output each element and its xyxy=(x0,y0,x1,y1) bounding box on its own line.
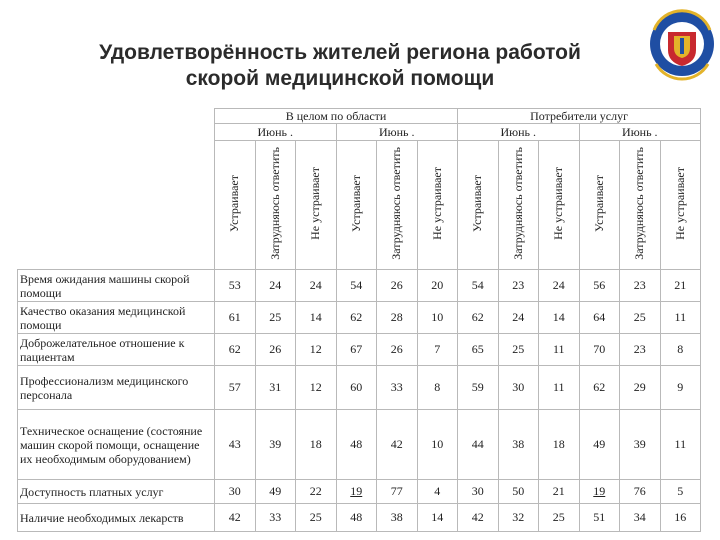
value-cell: 11 xyxy=(660,410,701,480)
value-cell: 49 xyxy=(579,410,620,480)
column-header-label: Затрудняюсь ответить xyxy=(510,146,525,260)
value-cell: 19 xyxy=(336,480,377,504)
satisfaction-table xyxy=(17,108,701,532)
value-cell: 39 xyxy=(255,410,296,480)
table-row xyxy=(18,504,701,532)
value-cell: 64 xyxy=(579,302,620,334)
value-cell: 42 xyxy=(377,410,418,480)
period-header: Июнь . xyxy=(336,124,458,141)
row-label: Время ожидания машины скорой помощи xyxy=(18,270,215,302)
row-label: Доступность платных услуг xyxy=(18,480,215,504)
column-header xyxy=(417,141,458,270)
value-cell: 5 xyxy=(660,480,701,504)
value-cell: 33 xyxy=(377,366,418,410)
value-cell: 9 xyxy=(660,366,701,410)
table-row xyxy=(18,480,701,504)
value-cell: 23 xyxy=(620,270,661,302)
row-label: Профессионализм медицинского персонала xyxy=(18,366,215,410)
group-header-consumers: Потребители услуг xyxy=(458,109,701,124)
value-cell: 42 xyxy=(458,504,499,532)
value-cell: 28 xyxy=(377,302,418,334)
public-chamber-emblem-icon xyxy=(648,6,720,86)
value-cell: 30 xyxy=(458,480,499,504)
value-cell: 38 xyxy=(377,504,418,532)
column-header xyxy=(336,141,377,270)
column-header xyxy=(458,141,499,270)
value-cell: 24 xyxy=(255,270,296,302)
column-header-label: Устраивает xyxy=(348,174,363,232)
value-cell: 62 xyxy=(458,302,499,334)
column-header xyxy=(579,141,620,270)
value-cell: 10 xyxy=(417,302,458,334)
column-header xyxy=(498,141,539,270)
value-cell: 51 xyxy=(579,504,620,532)
row-label: Качество оказания медицинской помощи xyxy=(18,302,215,334)
value-cell: 25 xyxy=(620,302,661,334)
period-header: Июнь . xyxy=(579,124,701,141)
value-cell: 57 xyxy=(215,366,256,410)
value-cell: 4 xyxy=(417,480,458,504)
column-header-label: Не устраивает xyxy=(551,166,566,240)
value-cell: 43 xyxy=(215,410,256,480)
value-cell: 21 xyxy=(660,270,701,302)
value-cell: 12 xyxy=(296,366,337,410)
value-cell: 14 xyxy=(417,504,458,532)
column-header-label: Не устраивает xyxy=(308,166,323,240)
value-cell: 26 xyxy=(377,334,418,366)
value-cell: 59 xyxy=(458,366,499,410)
value-cell: 8 xyxy=(660,334,701,366)
value-cell: 25 xyxy=(255,302,296,334)
value-cell: 7 xyxy=(417,334,458,366)
value-cell: 56 xyxy=(579,270,620,302)
value-cell: 18 xyxy=(296,410,337,480)
group-header-region: В целом по области xyxy=(215,109,458,124)
column-header-label: Затрудняюсь ответить xyxy=(267,146,282,260)
value-cell: 11 xyxy=(539,366,580,410)
column-header xyxy=(377,141,418,270)
row-label: Техническое оснащение (состояние машин скорой помощи, оснащение их необходимым оборудованием) xyxy=(18,410,215,480)
value-cell: 24 xyxy=(498,302,539,334)
value-cell: 53 xyxy=(215,270,256,302)
table-row xyxy=(18,270,701,302)
value-cell: 24 xyxy=(296,270,337,302)
period-header: Июнь . xyxy=(215,124,337,141)
table-row xyxy=(18,334,701,366)
value-cell: 70 xyxy=(579,334,620,366)
value-cell: 50 xyxy=(498,480,539,504)
value-cell: 11 xyxy=(539,334,580,366)
value-cell: 23 xyxy=(620,334,661,366)
value-cell: 10 xyxy=(417,410,458,480)
value-cell: 61 xyxy=(215,302,256,334)
value-cell: 39 xyxy=(620,410,661,480)
value-cell: 77 xyxy=(377,480,418,504)
column-header-label: Устраивает xyxy=(591,174,606,232)
column-header xyxy=(660,141,701,270)
value-cell: 62 xyxy=(336,302,377,334)
value-cell: 20 xyxy=(417,270,458,302)
value-cell: 22 xyxy=(296,480,337,504)
value-cell: 8 xyxy=(417,366,458,410)
column-header xyxy=(539,141,580,270)
value-cell: 62 xyxy=(579,366,620,410)
value-cell: 31 xyxy=(255,366,296,410)
value-cell: 33 xyxy=(255,504,296,532)
period-header: Июнь . xyxy=(458,124,580,141)
value-cell: 34 xyxy=(620,504,661,532)
column-header-label: Не устраивает xyxy=(672,166,687,240)
value-cell: 62 xyxy=(215,334,256,366)
value-cell: 44 xyxy=(458,410,499,480)
page-title: Удовлетворённость жителей региона работой скорой медицинской помощи xyxy=(99,41,581,90)
value-cell: 38 xyxy=(498,410,539,480)
value-cell: 30 xyxy=(498,366,539,410)
value-cell: 54 xyxy=(336,270,377,302)
value-cell: 30 xyxy=(215,480,256,504)
row-label: Наличие необходимых лекарств xyxy=(18,504,215,532)
table-row xyxy=(18,366,701,410)
column-header xyxy=(255,141,296,270)
column-header-label: Затрудняюсь ответить xyxy=(632,146,647,260)
row-label: Доброжелательное отношение к пациентам xyxy=(18,334,215,366)
column-header xyxy=(215,141,256,270)
value-cell: 25 xyxy=(539,504,580,532)
value-cell: 21 xyxy=(539,480,580,504)
table-row xyxy=(18,302,701,334)
value-cell: 42 xyxy=(215,504,256,532)
column-header-label: Затрудняюсь ответить xyxy=(389,146,404,260)
value-cell: 26 xyxy=(255,334,296,366)
value-cell: 54 xyxy=(458,270,499,302)
value-cell: 24 xyxy=(539,270,580,302)
value-cell: 29 xyxy=(620,366,661,410)
value-cell: 67 xyxy=(336,334,377,366)
value-cell: 65 xyxy=(458,334,499,366)
value-cell: 19 xyxy=(579,480,620,504)
value-cell: 14 xyxy=(539,302,580,334)
column-header xyxy=(620,141,661,270)
value-cell: 48 xyxy=(336,410,377,480)
value-cell: 16 xyxy=(660,504,701,532)
column-header-label: Устраивает xyxy=(227,174,242,232)
column-header xyxy=(296,141,337,270)
value-cell: 32 xyxy=(498,504,539,532)
value-cell: 12 xyxy=(296,334,337,366)
value-cell: 18 xyxy=(539,410,580,480)
value-cell: 25 xyxy=(498,334,539,366)
value-cell: 23 xyxy=(498,270,539,302)
value-cell: 76 xyxy=(620,480,661,504)
column-header-label: Устраивает xyxy=(470,174,485,232)
column-header-label: Не устраивает xyxy=(429,166,444,240)
value-cell: 11 xyxy=(660,302,701,334)
table-corner xyxy=(18,109,215,270)
value-cell: 49 xyxy=(255,480,296,504)
value-cell: 26 xyxy=(377,270,418,302)
value-cell: 60 xyxy=(336,366,377,410)
value-cell: 14 xyxy=(296,302,337,334)
value-cell: 25 xyxy=(296,504,337,532)
value-cell: 48 xyxy=(336,504,377,532)
table-row xyxy=(18,410,701,480)
